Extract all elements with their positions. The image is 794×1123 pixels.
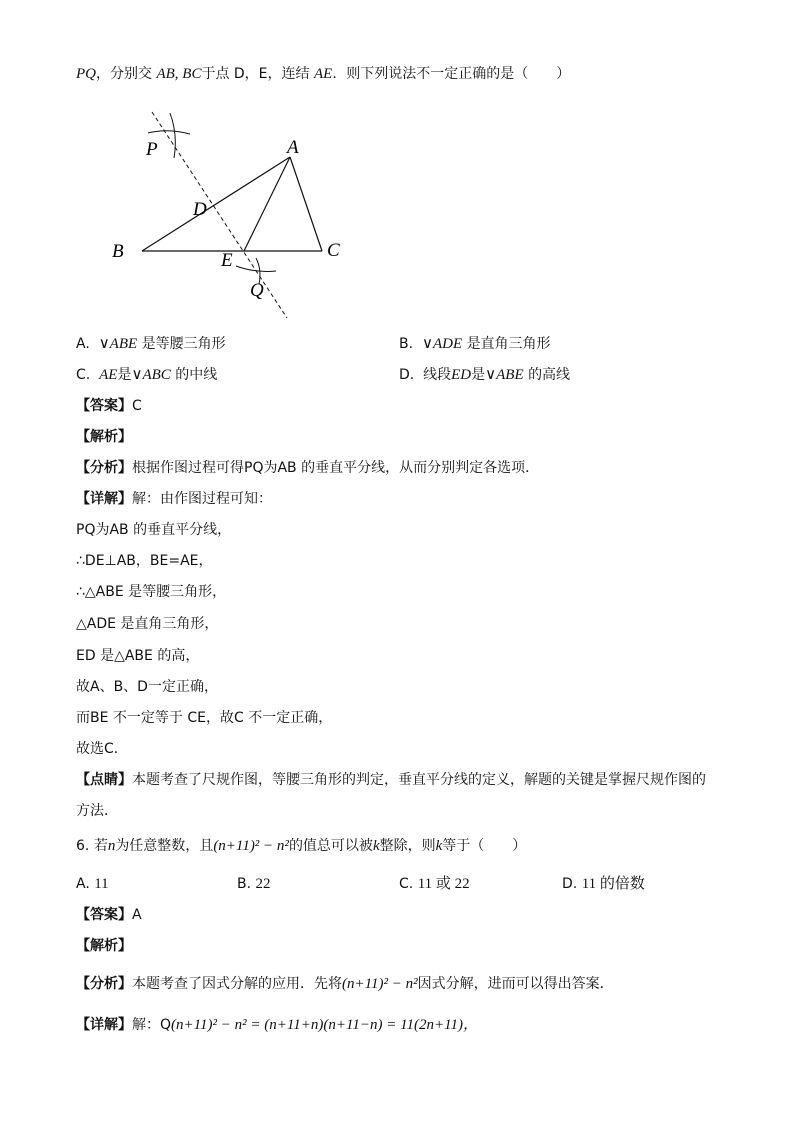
q5-stem-text-3: ．则下列说法不一定正确的是（ ） [332, 66, 571, 82]
q6-stem [76, 836, 526, 856]
q5-dianjing-cont: 方法． [76, 803, 118, 819]
q6-stem-3: 的值总可以被 [288, 838, 373, 854]
q6-answer [76, 905, 142, 925]
label-p: P [146, 139, 158, 160]
q6-option-b-letter: B. [237, 876, 252, 892]
q6-stem-2: 为任意整数，且 [115, 838, 214, 854]
q6-option-c[interactable] [399, 874, 470, 894]
segment-ac [290, 157, 322, 251]
q6-fenxi-text-2: 因式分解，进而可以得出答案． [417, 976, 614, 992]
q6-xiangjie [76, 1015, 478, 1035]
q6-analysis-tag: 【解析】 [76, 938, 132, 954]
q5-stem-ab-bc: AB, BC [156, 66, 202, 82]
q6-option-d-text: 11 的倍数 [581, 876, 645, 892]
q6-analysis-heading [76, 936, 132, 956]
q5-dianjing-text-1: 本题考查了尺规作图，等腰三角形的判定，垂直平分线的定义，解题的关键是掌握尺规作图的 [132, 772, 706, 788]
q5-answer [76, 396, 142, 416]
q6-var-k-1: k [372, 838, 380, 854]
q6-answer-value: A [132, 907, 142, 923]
q5-step-1: PQ为AB 的垂直平分线， [76, 522, 232, 538]
q5-fenxi-text: 根据作图过程可得PQ为AB 的垂直平分线，从而分别判定各选项． [132, 460, 540, 476]
q5-option-c-math: AE [99, 367, 118, 383]
label-b: B [112, 241, 124, 262]
label-q: Q [250, 280, 264, 301]
q5-xiangjie [76, 489, 272, 509]
label-d: D [193, 199, 207, 220]
arc-q-1 [236, 266, 276, 271]
q5-option-d-math2: ∨ABE [485, 367, 524, 383]
q5-analysis-tag: 【解析】 [76, 429, 132, 445]
q6-expr: (n+11)² − n² [213, 838, 289, 854]
q6-stem-5: 等于（ ） [442, 838, 527, 854]
q6-option-a-letter: A. [76, 876, 90, 892]
q5-fenxi-tag: 【分析】 [76, 460, 132, 476]
q6-fenxi [76, 974, 614, 994]
q5-step-8: 故选C． [76, 741, 128, 757]
q5-stem-ae: AE [313, 66, 333, 82]
label-e: E [221, 250, 233, 271]
q6-option-c-text: 11 或 22 [417, 876, 470, 892]
q5-stem [76, 64, 570, 84]
q5-option-b-text: 是直角三角形 [466, 336, 551, 352]
q5-xiangjie-intro: 解：由作图过程可知： [132, 491, 272, 507]
q6-answer-tag: 【答案】 [76, 907, 132, 923]
q5-xiangjie-tag: 【详解】 [76, 491, 132, 507]
q5-option-a-math: ∨ABE [98, 336, 138, 352]
q5-analysis-heading [76, 427, 132, 447]
q5-step-6: 故A、B、D一定正确， [76, 679, 218, 695]
q6-number: 6. [76, 838, 90, 854]
q5-stem-text-2: 于点 D，E，连结 [201, 66, 310, 82]
q5-option-b-math: ∨ADE [421, 336, 463, 352]
q6-stem-1: 若 [93, 838, 108, 854]
q5-option-d-math: ED [451, 367, 472, 383]
bisector-pq-dashed [152, 112, 287, 318]
q6-fenxi-text-1: 本题考查了因式分解的应用．先将 [132, 976, 342, 992]
q5-option-d-prefix: 线段 [423, 367, 452, 383]
q5-stem-pq: PQ [76, 66, 96, 82]
arc-p-1 [148, 131, 190, 134]
q5-option-c-letter: C. [76, 367, 91, 383]
q6-option-a-text: 11 [94, 876, 109, 892]
q5-step-3: ∴△ABE 是等腰三角形， [76, 584, 227, 600]
q5-option-d-text: 的高线 [528, 367, 571, 383]
q5-option-b-letter: B. [399, 336, 414, 352]
q5-option-a-text: 是等腰三角形 [141, 336, 226, 352]
q5-step-7: 而BE 不一定等于 CE，故C 不一定正确， [76, 710, 333, 726]
q5-option-c-mid: 是 [117, 367, 132, 383]
q5-geometry-figure [100, 100, 360, 325]
q6-xiangjie-text: 解：Q [132, 1017, 172, 1033]
label-a: A [287, 137, 299, 158]
q5-option-c-text: 的中线 [175, 367, 218, 383]
q6-fenxi-expr: (n+11)² − n² [342, 976, 418, 992]
arc-p-2 [170, 113, 175, 158]
q5-option-d-letter: D. [399, 367, 415, 383]
q6-option-a[interactable] [76, 874, 109, 894]
q6-option-c-letter: C. [399, 876, 414, 892]
q5-answer-tag: 【答案】 [76, 398, 132, 414]
q6-option-b[interactable] [237, 874, 271, 894]
q5-answer-value: C [132, 398, 142, 414]
q6-var-n: n [107, 838, 116, 854]
q6-option-b-text: 22 [255, 876, 271, 892]
q5-option-c[interactable] [76, 365, 217, 385]
q5-option-d-mid: 是 [471, 367, 486, 383]
q6-fenxi-tag: 【分析】 [76, 976, 132, 992]
q6-option-d-letter: D. [562, 876, 578, 892]
q5-option-d[interactable] [399, 365, 570, 385]
q5-option-a-letter: A. [76, 336, 90, 352]
q6-xiangjie-expr: (n+11)² − n² = (n+11+n)(n+11−n) = 11(2n+11)， [171, 1017, 479, 1033]
q6-xiangjie-tag: 【详解】 [76, 1017, 132, 1033]
q6-var-k-2: k [435, 838, 443, 854]
q5-step-4: △ADE 是直角三角形， [76, 616, 219, 632]
q5-step-5: ED 是△ABE 的高， [76, 648, 200, 664]
q6-stem-4: 整除，则 [379, 838, 436, 854]
q5-dianjing [76, 770, 706, 790]
q5-stem-text-1: ，分别交 [96, 66, 152, 82]
q5-option-a[interactable] [76, 334, 226, 354]
q5-dianjing-tag: 【点睛】 [76, 772, 132, 788]
q5-step-2: ∴DE⊥AB，BE=AE， [76, 553, 213, 569]
q5-option-b[interactable] [399, 334, 551, 354]
segment-ab [142, 157, 290, 251]
label-c: C [327, 240, 340, 261]
q6-option-d[interactable] [562, 874, 645, 894]
q5-fenxi [76, 458, 539, 478]
q5-option-c-math2: ∨ABC [131, 367, 171, 383]
